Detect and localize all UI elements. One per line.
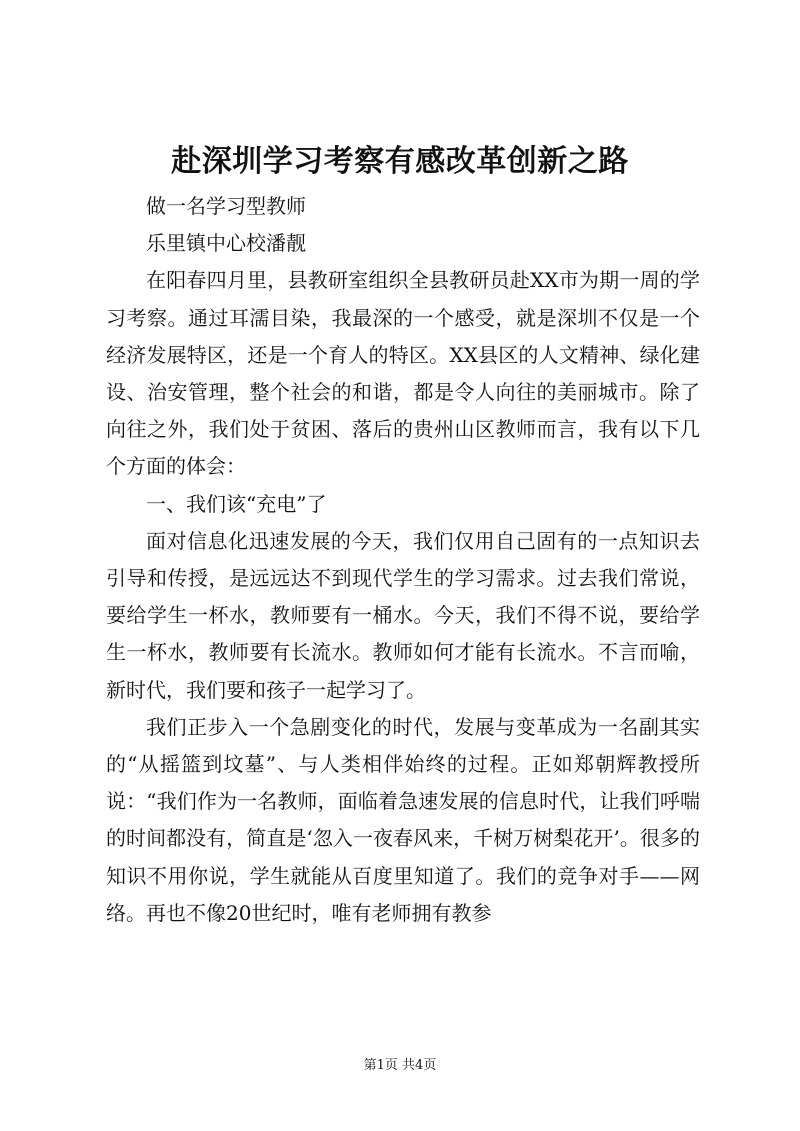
body-paragraph: 我们正步入一个急剧变化的时代，发展与变革成为一名副其实的“从摇篮到坟墓”、与人类相伴始终的过程。正如郑朝辉教授所说：“我们作为一名教师，面临着急速发展的信息时代，让我们呼喘的时间都没有，简直是‘忽入一夜春风来，千树万树梨花开’。很多的知识不用你说，学生就能从百度里知道了。我们的竞争对手——网络。再也不像20世纪时，唯有老师拥有教参 (106, 714, 700, 925)
document-title: 赴深圳学习考察有感改革创新之路 (171, 144, 629, 179)
section-heading: 一、我们该“充电”了 (146, 491, 327, 516)
document-body (106, 188, 700, 932)
page-footer: 第1页 共4页 (363, 1058, 437, 1073)
author-paragraph: 乐里镇中心校潘靓 (146, 231, 306, 256)
body-paragraph: 面对信息化迅速发展的今天，我们仅用自己固有的一点知识去引导和传授，是远远达不到现代学生的学习需求。过去我们常说，要给学生一杯水，教师要有一桶水。今天，我们不得不说，要给学生一杯水，教师要有长流水。教师如何才能有长流水。不言而喻，新时代，我们要和孩子一起学习了。 (106, 528, 700, 702)
subtitle-paragraph: 做一名学习型教师 (146, 194, 306, 218)
body-paragraph: 在阳春四月里，县教研室组织全县教研员赴XX市为期一周的学习考察。通过耳濡目染，我最深的一个感受，就是深圳不仅是一个经济发展特区，还是一个育人的特区。XX县区的人文精神、绿化建设、治安管理，整个社会的和谐，都是令人向往的美丽城市。除了向往之外，我们处于贫困、落后的贵州山区教师而言，我有以下几个方面的体会： (106, 268, 700, 479)
